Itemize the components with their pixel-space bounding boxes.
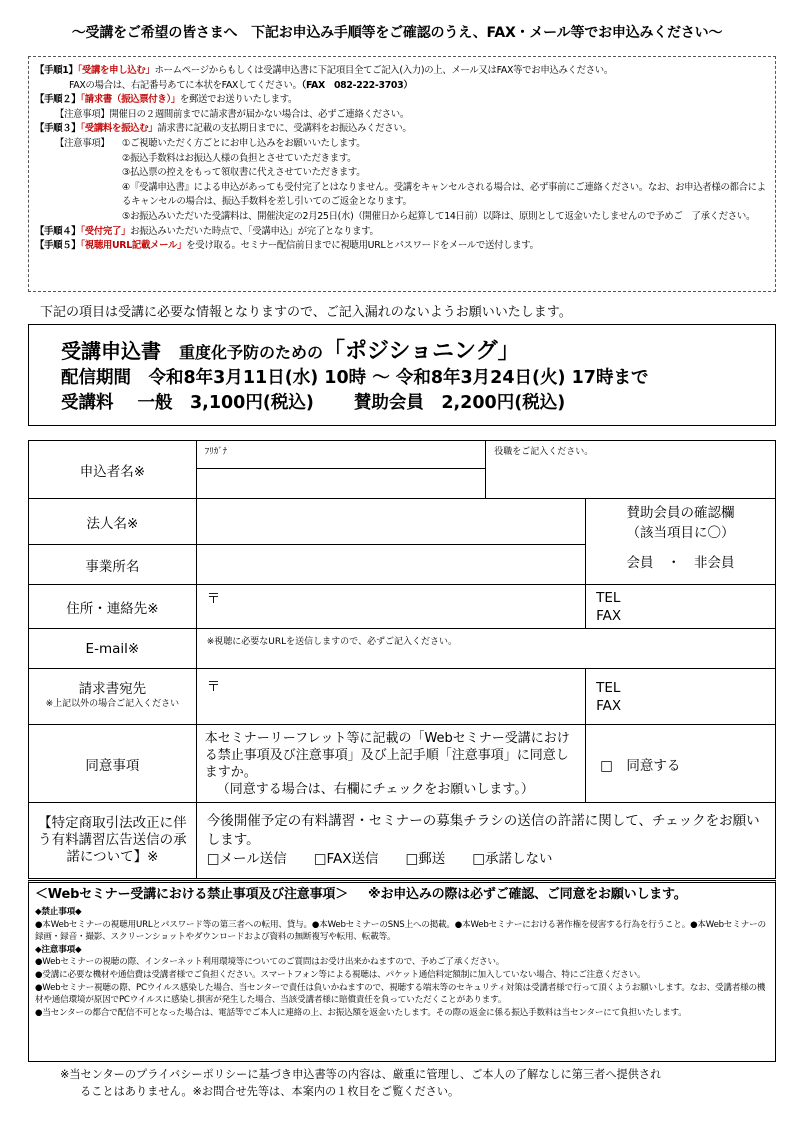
step-1-tag: 【手順1】	[35, 65, 78, 76]
corp-name-field[interactable]	[196, 499, 585, 545]
caution-item: ●当センターの都合で配信不可となった場合は、電話等でご本人に連絡の上、お振込額を返金いたします。その際の返金に係る振込手数料は当センターにて負担いたします。	[35, 1007, 687, 1018]
email-note: ※視聴に必要なURLを送信しますので、必ずご記入ください。	[206, 637, 457, 647]
seminar-name: 「ポジショニング」	[323, 339, 520, 364]
step-2-action: 「請求書（振込票付き）」	[80, 94, 180, 106]
law-text: 今後開催予定の有料講習・セミナーの募集チラシの送信の許諾に関して、チェックをお願いします。	[206, 813, 760, 848]
fee-line	[61, 391, 775, 416]
note-item: ②振込手数料はお振込人様の負担とさせていただきます。	[122, 152, 357, 164]
consent-text-cell	[196, 725, 585, 803]
caution-item: ●Webセミナー視聴の際、PCウイルス感染した場合、当センターで責任は負いかねますので、視聴する端末等のセキュリティ対策は受講者様で行って頂くようお願いします。なお、受講者様の機材や通信環境が原因でPCウイルスに感染し損害が発生した場合、当該受講者様に賠償責任を負っていただくことがあります。	[35, 982, 766, 1006]
notes-list	[122, 137, 769, 225]
application-steps	[28, 56, 776, 292]
step-3-tag: 【手順３】	[35, 123, 81, 135]
contact-cell[interactable]	[586, 585, 776, 629]
step-4-tag: 【手順４】	[35, 225, 81, 237]
applicant-label: 申込者名※	[29, 441, 197, 499]
step-1-fax-line	[35, 79, 769, 94]
prohibited-title: ◆禁止事項◆	[35, 907, 82, 917]
member-check-cell	[586, 499, 776, 585]
tel-label: TEL	[596, 589, 621, 606]
note-item: ⑤お振込みいただいた受講料は、開催決定の2月25日(水)（開催日から起算して14日前）以降は、原則として返金いたしませんので予めご 了承ください。	[122, 210, 756, 222]
footer-line: ることはありません。※お問合せ先等は、本案内の１枚目をご覧ください。	[80, 1085, 460, 1098]
step-3-notes	[35, 137, 769, 225]
warnings-title: ＜Webセミナー受講における禁止事項及び注意事項＞	[35, 887, 348, 902]
consent-checkbox[interactable]: □ 同意する	[586, 725, 776, 803]
step-1-action: 「受講を申し込む」	[77, 65, 155, 76]
billing-label-cell	[29, 669, 197, 725]
step-4	[35, 225, 769, 240]
consent-subtext: （同意する場合は、右欄にチェックをお願いします。）	[216, 781, 534, 797]
prohibited-text: ●本Webセミナーの視聴用URLとパスワード等の第三者への転用、貸与。●本WebセミナーのSNS上への掲載。●本Webセミナーにおける著作権を侵害する行為を行うこと。●本Webセミナーの録画・録音・撮影、スクリーンショットやダウンロードおよび資料の無断複写や転用、転載等。	[35, 919, 766, 943]
consent-label: 同意事項	[29, 725, 197, 803]
footer-line: ※当センターのプライバシーポリシーに基づき申込書等の内容は、厳重に管理し、ご本人の了解なしに第三者へ提供され	[60, 1068, 662, 1081]
privacy-footer	[60, 1066, 760, 1100]
postal-mark: 〒	[206, 679, 221, 695]
fee-label: 受講料	[61, 393, 114, 413]
role-field[interactable]	[486, 441, 776, 499]
title-line	[61, 338, 775, 366]
fee-member: 賛助会員 2,200円(税込)	[353, 393, 566, 413]
step-2-tag: 【手順２】	[35, 94, 81, 106]
note-item: ④『受講申込書』による申込があっても受付完了とはなりません。受講をキャンセルされる場合は、必ず事前にご連絡ください。なお、お申込者様の都合によるキャンセルの場合は、振込手数料を差し引いてのご返金となります。	[122, 181, 766, 208]
address-label: 住所・連絡先※	[29, 585, 197, 629]
billing-address-field[interactable]	[196, 669, 585, 725]
law-cell	[196, 803, 775, 879]
email-field[interactable]	[196, 629, 775, 669]
step-4-action: 「受付完了」	[80, 225, 131, 237]
consent-text: 本セミナーリーフレット等に記載の「Webセミナー受講における禁止事項及び注意事項」及び上記手順「注意事項」に同意しますか。	[204, 730, 570, 780]
step-3	[35, 122, 769, 137]
role-label: 役職をご記入ください。	[494, 447, 594, 457]
step-1-text: ホームページからもしくは受講申込書に下記項目全てご記入(入力)の上、メール又はFAX等でお申込みください。	[154, 65, 613, 76]
step-2	[35, 93, 769, 108]
fax-label: FAX	[596, 607, 622, 624]
warnings-note: ※お申込みの際は必ずご確認、ご同意をお願いします。	[368, 887, 687, 902]
corp-label: 法人名※	[29, 499, 197, 545]
member-options[interactable]: 会員 ・ 非会員	[626, 555, 735, 571]
step-1-fax-text: FAXの場合は、右記番号あてに本状をFAXしてください。	[69, 79, 302, 91]
notes-tag: 【注意事項】	[55, 137, 110, 149]
caution-item: ●Webセミナーの視聴の際、インターネット利用環境等についてのご質問はお受け出来かねますので、予めご了承ください。	[35, 957, 505, 968]
delivery-period: 配信期間 令和8年3月11日(水) 10時 ～ 令和8年3月24日(火) 17時まで	[61, 368, 649, 388]
law-options[interactable]: □メール送信 □FAX送信 □郵送 □承諾しない	[206, 851, 553, 867]
fee-general: 一般 3,100円(税込)	[137, 393, 314, 413]
step-2-note: 【注意事項】開催日の２週間前までに請求書が届かない場合は、必ずご連絡ください。	[55, 108, 409, 120]
application-form	[28, 440, 776, 879]
step-5-tag: 【手順５】	[35, 240, 81, 252]
page-header: ～受講をご希望の皆さまへ 下記お申込み手順等をご確認のうえ、FAX・メール等でお申込みください～	[71, 25, 723, 41]
billing-note: ※上記以外の場合ご記入ください	[45, 698, 180, 709]
seminar-subtitle: 重度化予防のための	[179, 343, 324, 362]
billing-label: 請求書宛先	[78, 680, 147, 697]
warnings-heading	[35, 886, 769, 904]
step-2-text: を郵送でお送りいたします。	[179, 94, 298, 106]
step-5-text: を受け取る。セミナー配信前日までに視聴用URLとパスワードをメールで送付します。	[186, 240, 539, 252]
form-title: 受講申込書	[61, 339, 161, 363]
note-item: ①ご視聴いただく方ごとにお申し込みをお願いいたします。	[122, 137, 366, 149]
office-label: 事業所名	[29, 545, 197, 585]
tel-label: TEL	[596, 679, 621, 696]
postal-mark: 〒	[206, 591, 221, 607]
fax-label: FAX	[596, 697, 622, 714]
note-item: ③払込票の控えをもって領収書に代えさせていただきます。	[122, 167, 366, 179]
furigana-label: ﾌﾘｶﾞﾅ	[204, 447, 228, 457]
step-1	[35, 64, 769, 79]
step-5-action: 「視聴用URL記載メール」	[80, 240, 187, 252]
step-4-text: お振込みいただいた時点で、「受講申込」が完了となります。	[130, 225, 379, 237]
step-3-action: 「受講料を振込む」	[80, 123, 158, 135]
intro-text: 下記の項目は受講に必要な情報となりますので、ご記入漏れのないようお願いいたします。	[40, 305, 572, 320]
address-field[interactable]	[196, 585, 585, 629]
office-name-field[interactable]	[196, 545, 585, 585]
member-check-label: 賛助会員の確認欄（該当項目に〇）	[626, 505, 735, 541]
title-box	[28, 324, 776, 426]
caution-item: ●受講に必要な機材や通信費は受講者様でご負担ください。スマートフォン等による視聴は、パケット通信料定額制に加入していない場合、特にご注意ください。	[35, 969, 646, 980]
billing-contact-cell[interactable]	[586, 669, 776, 725]
furigana-field[interactable]	[196, 441, 486, 469]
step-3-text: 請求書に記載の支払期日までに、受講料をお振込みください。	[157, 123, 412, 135]
warnings-box	[28, 880, 776, 1062]
email-label: E-mail※	[29, 629, 197, 669]
law-label: 【特定商取引法改正に伴う有料講習広告送信の承諾について】※	[29, 803, 197, 879]
applicant-name-field[interactable]	[196, 469, 486, 499]
caution-title: ◆注意事項◆	[35, 944, 82, 955]
fax-number: （FAX 082-222-3703）	[301, 79, 413, 91]
step-5	[35, 239, 769, 254]
